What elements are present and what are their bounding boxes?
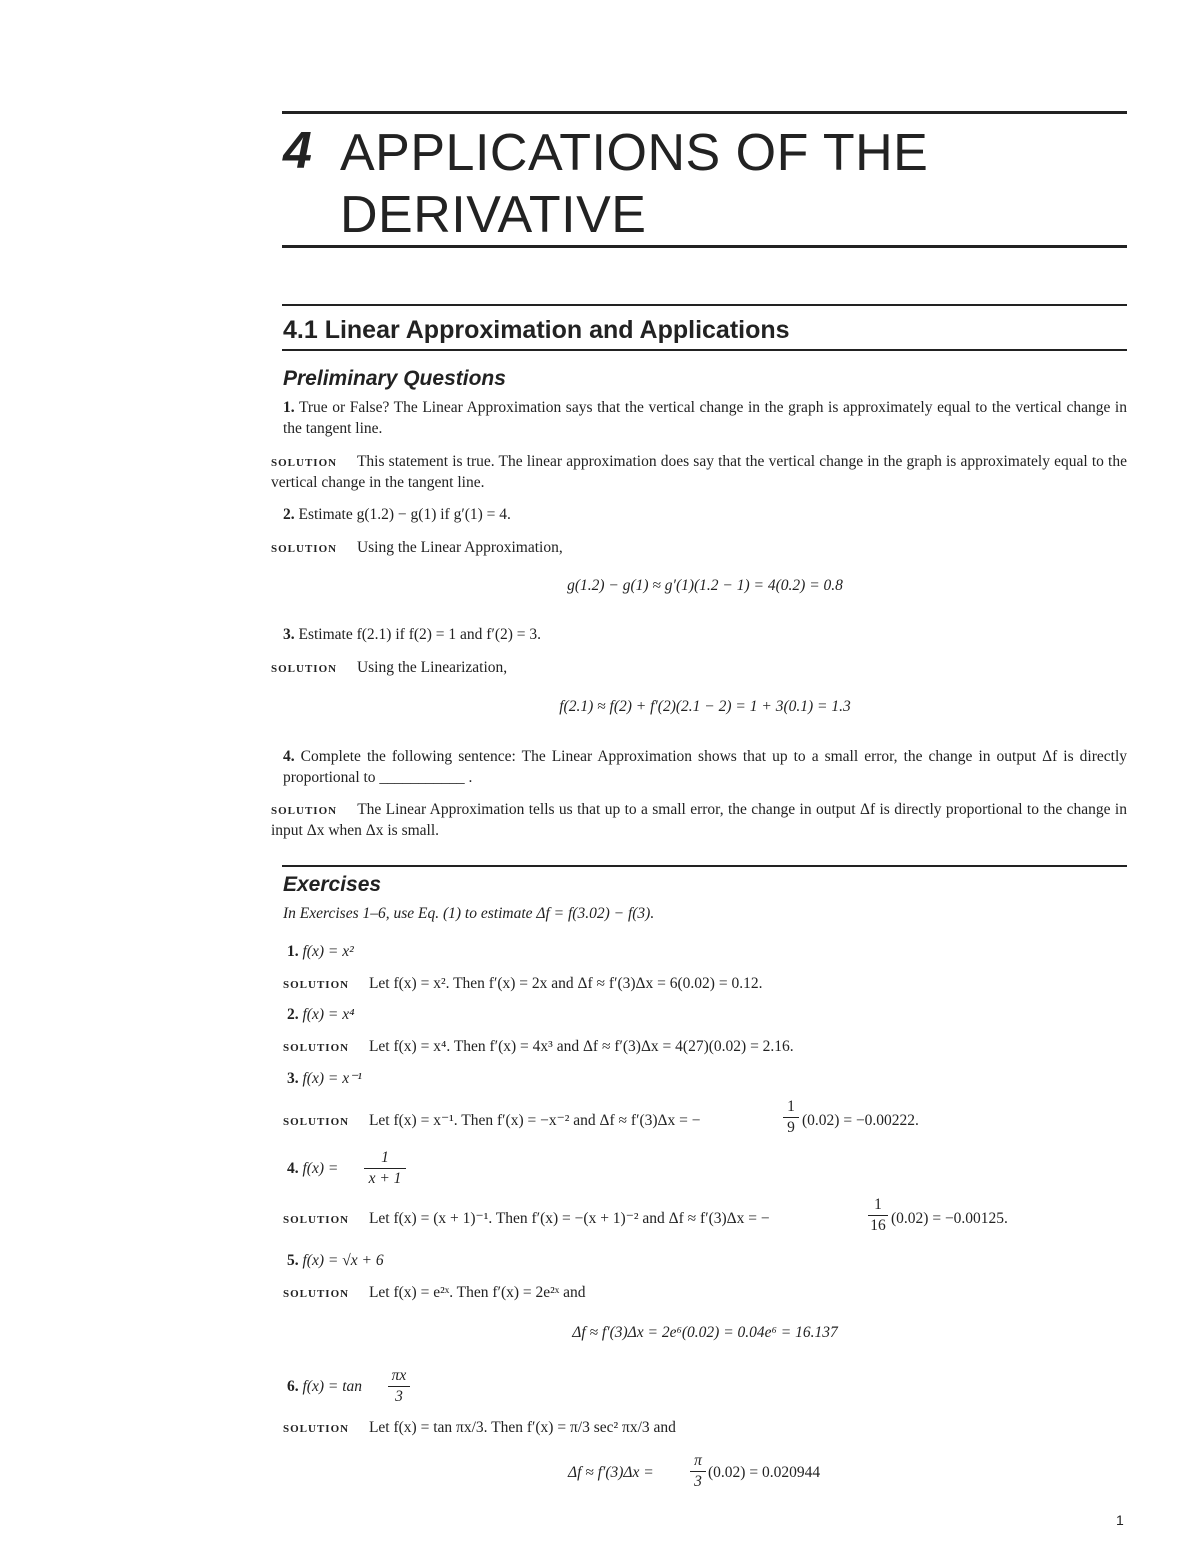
solution-label: solution [271, 453, 338, 470]
solution-text: Let f(x) = x⁻¹. Then f′(x) = −x⁻² and Δf ≈ f′(3)Δx = − [368, 1112, 701, 1129]
fraction-numerator: πx [388, 1366, 410, 1387]
exercise-number: 6. [287, 1378, 299, 1395]
exercise-text: f(x) = x⁻¹ [302, 1070, 362, 1087]
solution-text: Let f(x) = e²ˣ. Then f′(x) = 2e²ˣ and [368, 1284, 586, 1301]
question-number: 4. [283, 748, 295, 765]
exercise-3 [287, 1068, 362, 1089]
exercise-text: f(x) = √x + 6 [302, 1252, 384, 1269]
equation-3: f(2.1) ≈ f(2) + f′(2)(2.1 − 2) = 1 + 3(0.1) = 1.3 [559, 698, 851, 715]
chapter-title: APPLICATIONS OF THE DERIVATIVE [340, 124, 929, 244]
fraction-numerator: 1 [868, 1195, 888, 1216]
equation-5: Δf ≈ f′(3)Δx = 2e⁶(0.02) = 0.04e⁶ = 16.137 [572, 1324, 838, 1341]
question-text: Estimate g(1.2) − g(1) if g′(1) = 4. [298, 506, 511, 523]
solution-label: solution [283, 1284, 350, 1301]
solution-text: This statement is true. The linear approximation does say that the vertical change in the graph is approximately equal to the vertical change in the tangent line. [271, 453, 1127, 491]
section-title: 4.1 Linear Approximation and Applications [283, 316, 790, 344]
fraction-denominator: 3 [694, 1473, 702, 1490]
exercise-6-solution [283, 1417, 676, 1438]
chapter-top-rule [282, 111, 1127, 114]
exercise-5 [287, 1250, 384, 1271]
question-4 [283, 746, 1127, 788]
exercise-1-solution [283, 973, 762, 994]
exercise-text: f(x) = x² [302, 943, 354, 960]
solution-label: solution [271, 659, 338, 676]
solution-2 [271, 537, 563, 558]
exercise-1 [287, 941, 354, 962]
solution-text: Using the Linear Approximation, [356, 539, 563, 556]
fraction [388, 1366, 410, 1407]
equation-2: g(1.2) − g(1) ≈ g′(1)(1.2 − 1) = 4(0.2) = 0.8 [567, 577, 843, 594]
solution-text: Let f(x) = x². Then f′(x) = 2x and Δf ≈ f′(3)Δx = 6(0.02) = 0.12. [368, 975, 763, 992]
solution-3 [271, 657, 507, 678]
exercise-number: 1. [287, 943, 299, 960]
fraction [868, 1195, 888, 1236]
fraction-denominator: x + 1 [368, 1170, 402, 1187]
exercises-heading: Exercises [283, 873, 382, 896]
fraction [364, 1148, 406, 1189]
exercise-number: 5. [287, 1252, 299, 1269]
fraction [783, 1097, 799, 1138]
solution-4 [271, 799, 1127, 841]
section-top-rule [282, 304, 1127, 306]
exercises-intro: In Exercises 1–6, use Eq. (1) to estimate Δf = f(3.02) − f(3). [283, 905, 655, 922]
fraction-denominator: 16 [870, 1217, 886, 1234]
question-number: 1. [283, 399, 295, 416]
solution-text: Let f(x) = (x + 1)⁻¹. Then f′(x) = −(x + 1)⁻² and Δf ≈ f′(3)Δx = − [368, 1210, 770, 1227]
solution-text: Using the Linearization, [356, 659, 508, 676]
question-number: 2. [283, 506, 295, 523]
equation-6: Δf ≈ f′(3)Δx = [568, 1464, 654, 1481]
question-2 [283, 504, 511, 525]
exercises-rule [282, 865, 1127, 867]
fraction-numerator: 1 [364, 1148, 406, 1169]
question-text: Complete the following sentence: The Linear Approximation shows that up to a small error, the change in output Δf is directly proportional to ___________ . [283, 748, 1128, 786]
exercise-text: f(x) = [302, 1160, 339, 1177]
chapter-number: 4 [283, 122, 312, 180]
solution-text: Let f(x) = tan πx/3. Then f′(x) = π/3 sec² πx/3 and [368, 1419, 676, 1436]
chapter-bottom-rule [282, 245, 1127, 248]
solution-text: The Linear Approximation tells us that up to a small error, the change in output Δf is directly proportional to the change in input Δx when Δx is small. [271, 801, 1127, 839]
exercise-number: 4. [287, 1160, 299, 1177]
exercise-5-solution [283, 1282, 586, 1303]
solution-text: Let f(x) = x⁴. Then f′(x) = 4x³ and Δf ≈ f′(3)Δx = 4(27)(0.02) = 2.16. [368, 1038, 794, 1055]
question-1 [283, 397, 1127, 439]
solution-1 [271, 451, 1127, 493]
solution-label: solution [271, 801, 338, 818]
exercise-4 [287, 1158, 338, 1179]
question-text: True or False? The Linear Approximation says that the vertical change in the graph is approximately equal to the vertical change in the tangent line. [283, 399, 1127, 437]
question-number: 3. [283, 626, 295, 643]
exercise-2-solution [283, 1036, 794, 1057]
fraction-numerator: π [690, 1451, 706, 1472]
fraction [690, 1451, 706, 1492]
solution-label: solution [283, 1419, 350, 1436]
fraction-numerator: 1 [783, 1097, 799, 1118]
exercise-number: 3. [287, 1070, 299, 1087]
question-3 [283, 624, 541, 645]
fraction-denominator: 9 [787, 1119, 795, 1136]
solution-label: solution [283, 1112, 350, 1129]
exercise-6 [287, 1376, 362, 1397]
exercise-text: f(x) = tan [302, 1378, 363, 1395]
solution-label: solution [271, 539, 338, 556]
equation-tail: (0.02) = 0.020944 [708, 1464, 821, 1481]
exercise-3-solution [283, 1110, 701, 1131]
preliminary-heading: Preliminary Questions [283, 367, 506, 390]
section-bottom-rule [282, 349, 1127, 351]
exercise-number: 2. [287, 1006, 299, 1023]
solution-tail: (0.02) = −0.00222. [802, 1112, 919, 1129]
solution-label: solution [283, 1210, 350, 1227]
solution-tail: (0.02) = −0.00125. [891, 1210, 1008, 1227]
exercise-4-solution [283, 1208, 770, 1229]
page-number: 1 [1116, 1512, 1124, 1528]
exercise-text: f(x) = x⁴ [302, 1006, 355, 1023]
solution-label: solution [283, 975, 350, 992]
fraction-denominator: 3 [395, 1388, 403, 1405]
question-text: Estimate f(2.1) if f(2) = 1 and f′(2) = 3. [298, 626, 542, 643]
solution-label: solution [283, 1038, 350, 1055]
exercise-2 [287, 1004, 355, 1025]
